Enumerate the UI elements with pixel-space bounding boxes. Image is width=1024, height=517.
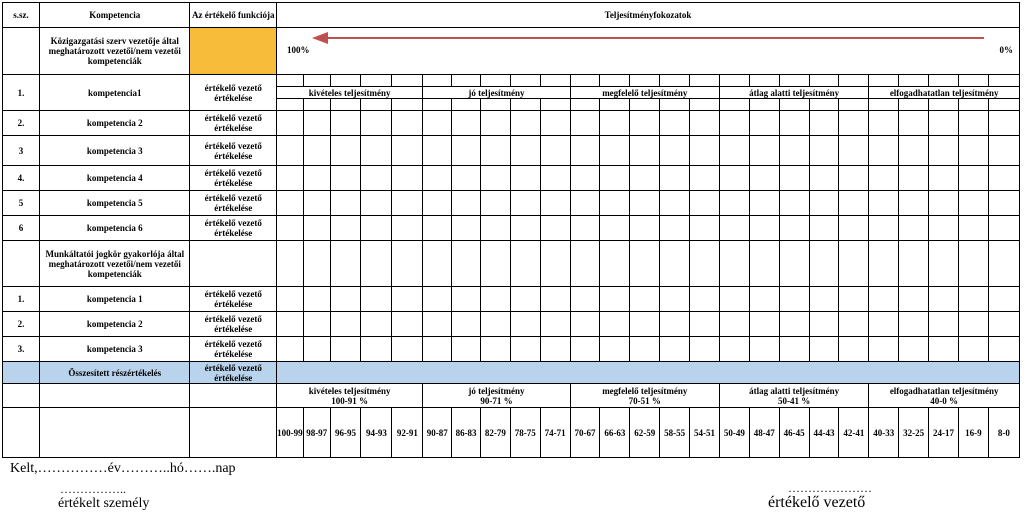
row5-role: értékelő vezető értékelése [190,191,277,216]
score-cell: 96-95 [330,408,361,458]
header-kompetencia: Kompetencia [40,3,190,28]
row6-num: 6 [3,216,40,241]
score-cell: 78-75 [510,408,540,458]
row7-name: kompetencia 1 [40,287,190,312]
score-cell: 32-25 [899,408,929,458]
footer-ertekelo-vezeto: értékelő vezető [768,494,866,511]
row7-num: 1. [3,287,40,312]
row8-name: kompetencia 2 [40,312,190,337]
row3-role: értékelő vezető értékelése [190,136,277,166]
header-ssz: s.sz. [3,3,40,28]
row9-num: 3. [3,337,40,362]
level-label-3: megfelelő teljesítmény [570,87,719,99]
score-cell: 8-0 [988,408,1019,458]
row4-name: kompetencia 4 [40,166,190,191]
evaluation-table [2,2,1020,458]
score-cell: 100-99 [277,408,304,458]
row8-num: 2. [3,312,40,337]
footer-dots-left: …………….. [60,482,126,496]
summary-values [277,362,1020,384]
score-cell: 24-17 [929,408,959,458]
summary-role: értékelő vezető értékelése [190,362,277,384]
section2-role [190,241,277,287]
score-cell: 66-63 [600,408,630,458]
score-cell: 54-51 [690,408,720,458]
section2-num [3,241,40,287]
score-cell: 70-67 [570,408,600,458]
row1-role: értékelő vezető értékelése [190,75,277,111]
score-cell: 98-97 [303,408,330,458]
row5-name: kompetencia 5 [40,191,190,216]
row6-name: kompetencia 6 [40,216,190,241]
section2-title: Munkáltatói jogkör gyakorlója által meghatározott vezetői/nem vezetői kompetenciák [40,241,190,287]
row1-name: kompetencia1 [40,75,190,111]
score-row [3,408,1020,458]
score-cell: 44-43 [809,408,839,458]
header-teljesitmeny: Teljesítményfokozatok [277,3,1020,28]
row4-num: 4. [3,166,40,191]
row7-role: értékelő vezető értékelése [190,287,277,312]
score-cell: 62-59 [630,408,660,458]
section1-orange-cell [190,28,277,75]
row2-num: 2. [3,111,40,136]
row8-role: értékelő vezető értékelése [190,312,277,337]
percent-100: 100% [287,45,310,55]
score-cell: 74-71 [540,408,570,458]
summary-num [3,362,40,384]
score-cell: 16-9 [958,408,988,458]
score-cell: 92-91 [392,408,423,458]
bottom-level-4: átlag alatti teljesítmény 50-41 % [719,384,868,408]
score-cell: 42-41 [839,408,869,458]
performance-arrow [310,28,990,48]
score-cell: 94-93 [361,408,392,458]
footer-kelt: Kelt,……………év………..hó…….nap [10,461,236,476]
footer-ertekelt-szemely: értékelt személy [58,496,150,511]
summary-label: Összesített részértékelés [40,362,190,384]
score-cell: 46-45 [779,408,809,458]
header-funkcio: Az értékelő funkciója [190,3,277,28]
score-cell: 48-47 [749,408,779,458]
row1-num: 1. [3,75,40,111]
row2-role: értékelő vezető értékelése [190,111,277,136]
score-cell: 86-83 [452,408,481,458]
level-label-1: kivételes teljesítmény [277,87,423,99]
row9-role: értékelő vezető értékelése [190,337,277,362]
row5-num: 5 [3,191,40,216]
level-label-5: elfogadhatatlan teljesítmény [869,87,1020,99]
score-cell: 40-33 [869,408,899,458]
row4-role: értékelő vezető értékelése [190,166,277,191]
bottom-level-3: megfelelő teljesítmény 70-51 % [570,384,719,408]
row6-role: értékelő vezető értékelése [190,216,277,241]
bottom-level-1: kivételes teljesítmény 100-91 % [277,384,423,408]
row9-name: kompetencia 3 [40,337,190,362]
row2-name: kompetencia 2 [40,111,190,136]
bottom-level-5: elfogadhatatlan teljesítmény 40-0 % [869,384,1020,408]
row3-name: kompetencia 3 [40,136,190,166]
row3-num: 3 [3,136,40,166]
bottom-level-2: jó teljesítmény 90-71 % [423,384,570,408]
footer-dots-right: ………………… [788,481,872,495]
score-cell: 90-87 [423,408,452,458]
section1-num [3,28,40,75]
score-cell: 58-55 [660,408,690,458]
level-label-2: jó teljesítmény [423,87,570,99]
level-label-4: átlag alatti teljesítmény [719,87,868,99]
percent-0: 0% [999,45,1013,55]
section1-title: Közigazgatási szerv vezetője által meghatározott vezetői/nem vezetői kompetenciák [40,28,190,75]
score-cell: 82-79 [480,408,510,458]
score-cell: 50-49 [719,408,749,458]
